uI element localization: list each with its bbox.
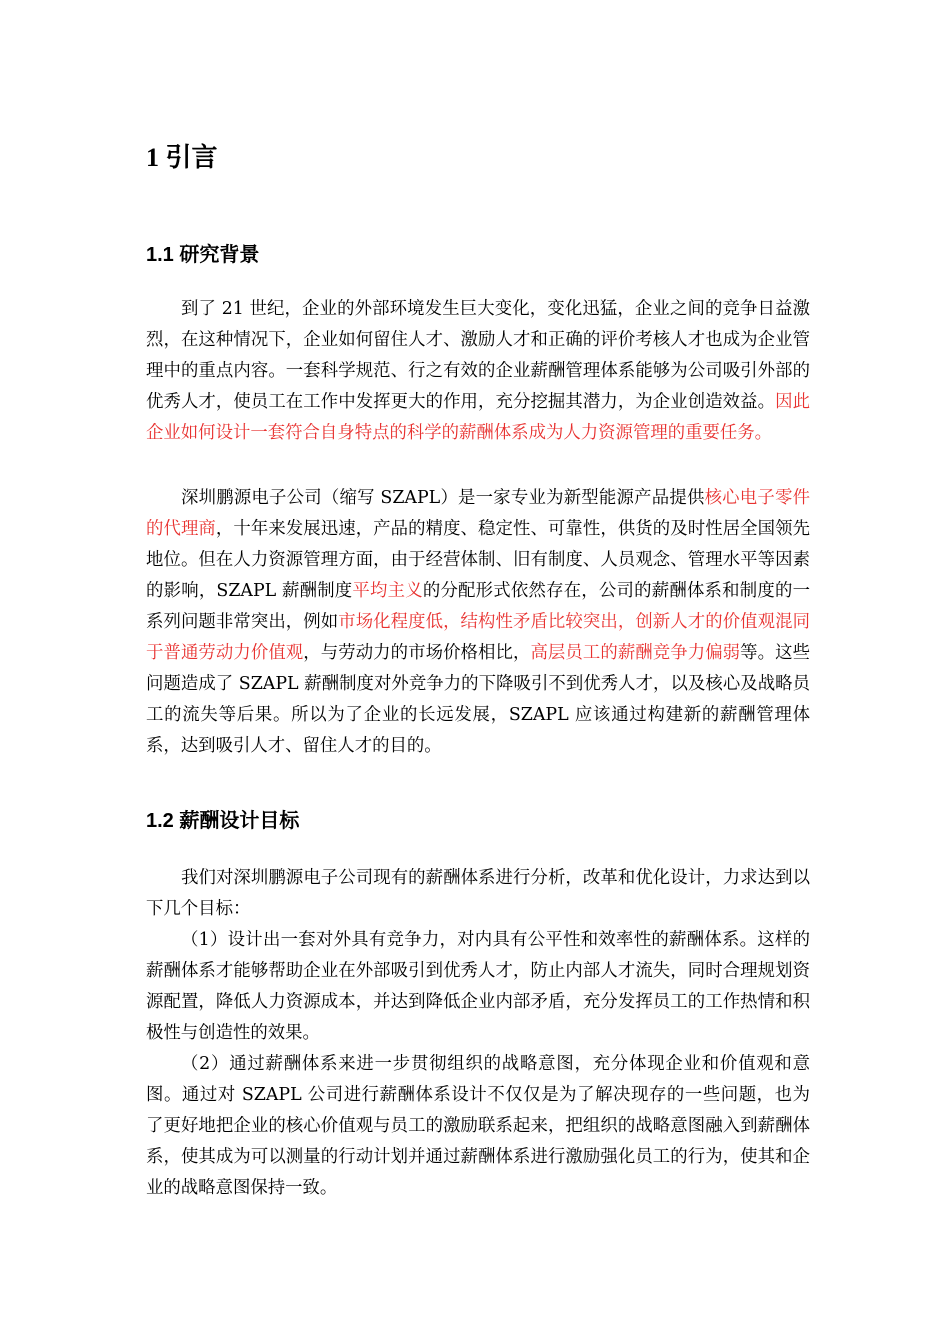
highlighted-text: 核心电子零件的代理商	[146, 488, 810, 539]
paragraph-background-2	[146, 483, 810, 762]
highlighted-text: 因此企业如何设计一套符合自身特点的科学的薪酬体系成为人力资源管理的重要任务。	[146, 392, 810, 443]
paragraph-text: 等。这些问题造成了 SZAPL 薪酬制度对外竞争力的下降吸引不到优秀人才，以及核心及战略员工的流失等后果。所以为了企业的长远发展，SZAPL 应该通过构建新的薪酬管理体系，达到吸引人才、留住人才的目的。	[146, 643, 810, 756]
section-1-2-title: 1.2 薪酬设计目标	[146, 810, 300, 832]
paragraph-text: 的分配形式依然存在，公司的薪酬体系和制度的一系列问题非常突出，例如	[146, 581, 810, 632]
paragraph-goal-1: （1）设计出一套对外具有竞争力，对内具有公平性和效率性的薪酬体系。这样的薪酬体系才能够帮助企业在外部吸引到优秀人才，防止内部人才流失，同时合理规划资源配置，降低人力资源成本，并达到降低企业内部矛盾，充分发挥员工的工作热情和积极性与创造性的效果。	[146, 930, 810, 1043]
paragraph-goals-intro: 我们对深圳鹏源电子公司现有的薪酬体系进行分析，改革和优化设计，力求达到以下几个目标：	[146, 868, 810, 919]
paragraph-background-1	[146, 294, 810, 449]
highlighted-text: 平均主义	[352, 581, 423, 601]
paragraph-text: 到了 21 世纪，企业的外部环境发生巨大变化，变化迅猛，企业之间的竞争日益激烈，在这种情况下，企业如何留住人才、激励人才和正确的评价考核人才也成为企业管理中的重点内容。一套科学规范、行之有效的企业薪酬管理体系能够为公司吸引外部的优秀人才，使员工在工作中发挥更大的作用，充分挖掘其潜力，为企业创造效益。	[146, 299, 810, 412]
section-1-1-title: 1.1 研究背景	[146, 244, 260, 266]
paragraph-text: 深圳鹏源电子公司（缩写 SZAPL）是一家专业为新型能源产品提供	[181, 488, 705, 508]
highlighted-text: 市场化程度低，结构性矛盾比较突出，创新人才的价值观混同于普通劳动力价值观	[146, 612, 810, 663]
paragraph-text: ，与劳动力的市场价格相比，	[303, 643, 531, 663]
highlighted-text: 高层员工的薪酬竞争力偏弱	[530, 643, 741, 663]
chapter-title: 1 引言	[146, 143, 218, 172]
paragraph-text: ，十年来发展迅速，产品的精度、稳定性、可靠性，供货的及时性居全国领先地位。但在人力资源管理方面，由于经营体制、旧有制度、人员观念、管理水平等因素的影响，SZAPL 薪酬制度	[146, 519, 810, 601]
paragraph-goal-2: （2）通过薪酬体系来进一步贯彻组织的战略意图，充分体现企业和价值观和意图。通过对 SZAPL 公司进行薪酬体系设计不仅仅是为了解决现存的一些问题，也为 了更好地把企业的核心价值观与员工的激励联系起来，把组织的战略意图融入到薪酬体系，使其成为可以测量的行动计划并通过薪酬体系进行激励强化员工的行为，使其和企业的战略意图保持一致。	[146, 1054, 810, 1198]
